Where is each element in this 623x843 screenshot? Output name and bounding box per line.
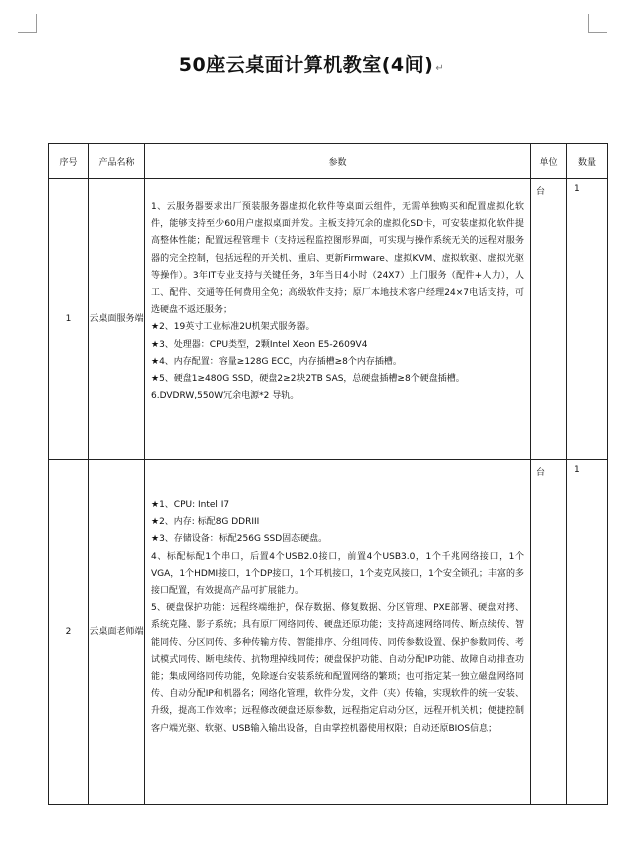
header-name: 产品名称	[89, 144, 145, 179]
param-line: 5、硬盘保护功能：远程终端维护，保存数据、修复数据、分区管理、PXE部署、硬盘对拷、系统克隆、影子系统；具有原厂网络同传、硬盘还原功能；支持高速网络同传、断点续传、智能同传、分区同传、多种传输方传、智能排序、分组同传、同传参数设置、保护参数同传、考试模式同传、断电续传、抗物理掉线同传；硬盘保护功能、自动分配IP功能、故障自动排查功能；集成网络同传功能，免除逐台安装系统和配置网络的繁琐；也可指定某一独立磁盘网络同传、自动分配IP和机器名；网络化管理，软件分发，文件（夹）传输，实现软件的统一安装、升级，提高工作效率；远程修改硬盘还原参数，远程指定启动分区，远程开机关机；便捷控制客户端光驱、软驱、USB输入输出设备，自由掌控机器使用权限；自动还原BIOS信息；	[151, 603, 524, 734]
header-no: 序号	[49, 144, 89, 179]
param-line: ★3、存储设备：标配256G SSD固态硬盘。	[151, 534, 328, 545]
unit-cell: 台	[531, 460, 567, 805]
param-line: ★4、内存配置：容量≥128G ECC，内存插槽≥8个内存插槽。	[151, 356, 402, 367]
param-line: ★2、19英寸工业标准2U机架式服务器。	[151, 322, 315, 333]
param-line: 1、云服务器要求出厂预装服务器虚拟化软件等桌面云组件，无需单独购买和配置虚拟化软件，能够支持至少60用户虚拟桌面并发。主板支持冗余的虚拟化SD卡，可安装虚拟化软件提高整体性能；配置远程管理卡（支持远程监控图形界面，可实现与操作系统无关的远程对服务器的完全控制，包括远程的开关机、重启、更新Firmware、虚拟KVM、虚拟软驱、虚拟光驱等操作）。3年IT专业支持与关键任务，3年当日4小时（24X7）上门服务（配件+人力），人工、配件、交通等任何费用全免；高级软件支持；原厂本地技术客户经理24×7电话支持，可选硬盘不返还服务；	[151, 202, 524, 316]
crop-mark-top-right	[588, 14, 607, 33]
row-number: 1	[49, 179, 89, 460]
param-line: ★2、内存: 标配8G DDRIII	[151, 517, 260, 528]
table-row	[49, 179, 608, 460]
header-qty: 数量	[567, 144, 608, 179]
page-title: 50座云桌面计算机教室(4间) ↵	[178, 54, 445, 76]
product-name: 云桌面老师端	[89, 460, 145, 805]
table-row	[49, 460, 608, 805]
params-cell	[145, 460, 531, 805]
param-line: ★1、CPU: Intel I7	[151, 500, 230, 510]
param-line: 6.DVDRW,550W冗余电源*2 导轨。	[151, 391, 300, 402]
product-name: 云桌面服务端	[89, 179, 145, 460]
crop-mark-top-left	[18, 14, 37, 33]
params-cell	[145, 179, 531, 460]
header-unit: 单位	[531, 144, 567, 179]
unit-cell: 台	[531, 179, 567, 460]
qty-cell: 1	[567, 460, 608, 805]
qty-cell: 1	[567, 179, 608, 460]
param-line: ★3、处理器：CPU类型，2颗Intel Xeon E5-2609V4	[151, 339, 368, 350]
row-number: 2	[49, 460, 89, 805]
param-line: 4、标配标配1个串口，后置4个USB2.0接口，前置4个USB3.0，1个千兆网络接口，1个VGA，1个HDMI接口，1个DP接口，1个耳机接口，1个麦克风接口，1个安全锁孔；丰富的多接口配置，有效提高产品可扩展能力。	[151, 551, 524, 597]
param-line: ★5、硬盘1≥480G SSD，硬盘2≥2块2TB SAS，总硬盘插槽≥8个硬盘插槽。	[151, 374, 465, 385]
table-header-row	[49, 144, 608, 179]
paragraph-mark-icon: ↵	[435, 63, 445, 74]
spec-table	[48, 143, 608, 805]
header-params: 参数	[145, 144, 531, 179]
